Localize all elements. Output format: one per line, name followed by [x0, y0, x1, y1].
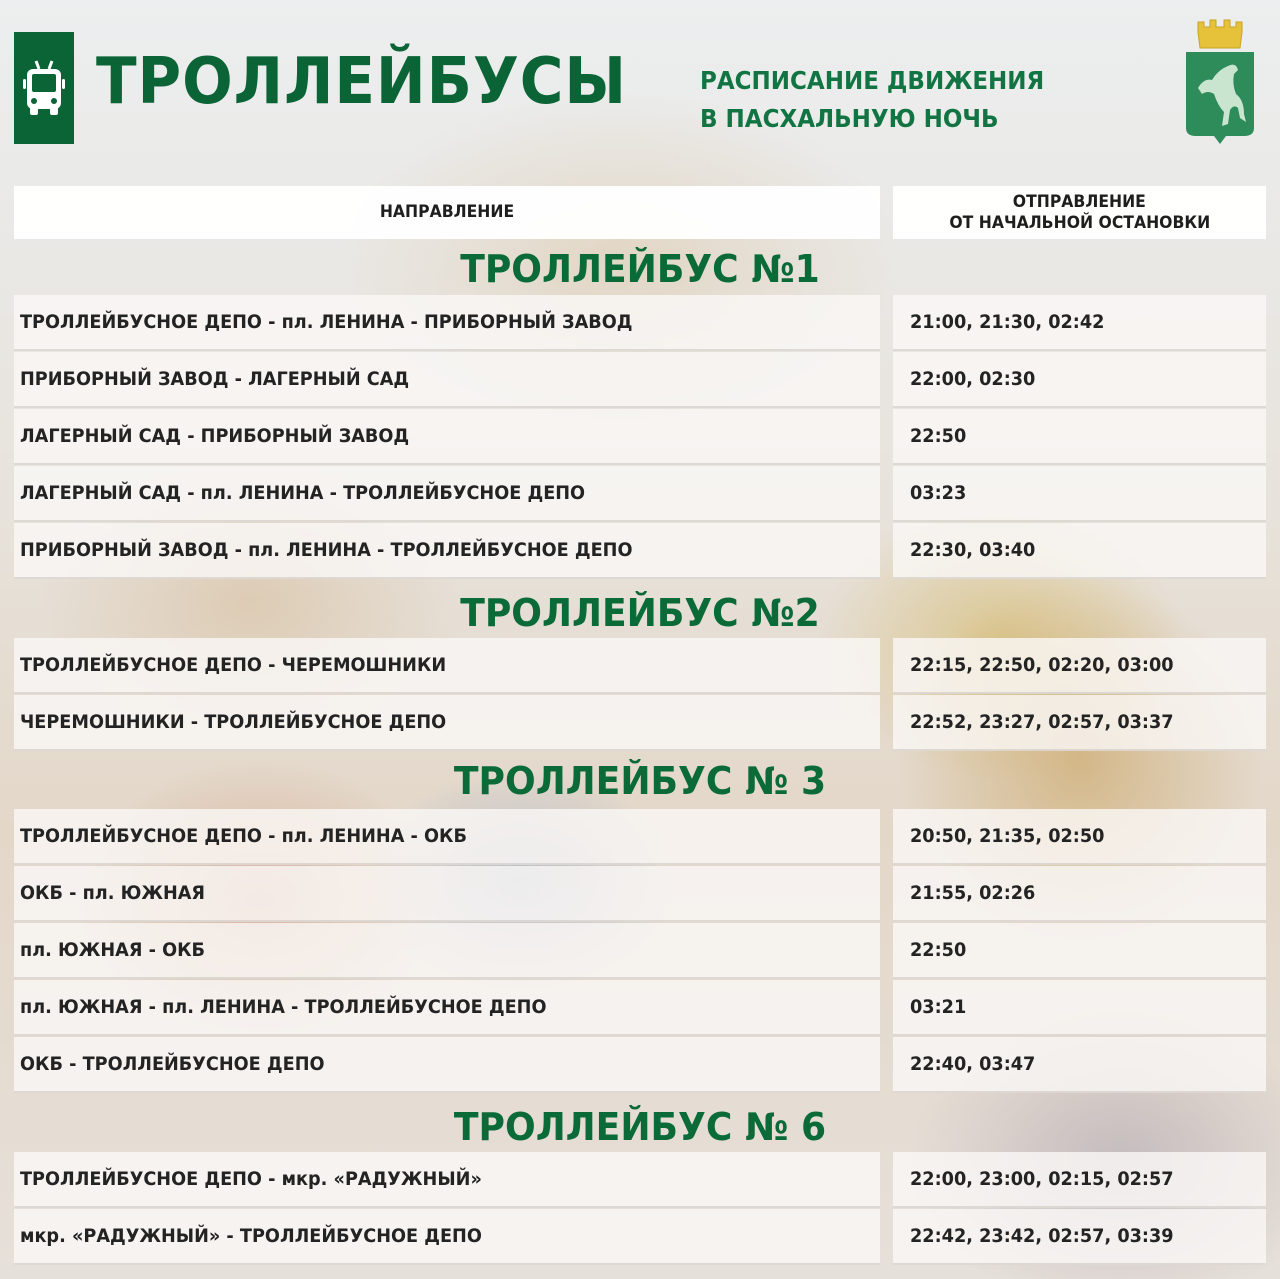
table-row: [0, 809, 1280, 865]
subtitle-line-2: В ПАСХАЛЬНУЮ НОЧЬ: [700, 104, 999, 133]
header: [0, 0, 1280, 170]
route-title-6: ТРОЛЛЕЙБУС № 6: [453, 1105, 827, 1149]
direction-cell: ЛАГЕРНЫЙ САД - ПРИБОРНЫЙ ЗАВОД: [14, 409, 880, 465]
table-row: [0, 1209, 1280, 1265]
times-cell: 22:52, 23:27, 02:57, 03:37: [893, 695, 1266, 751]
table-row: [0, 466, 1280, 522]
table-row: [0, 980, 1280, 1036]
times-cell: 03:23: [893, 466, 1266, 522]
table-row: [0, 638, 1280, 694]
page-title: ТРОЛЛЕЙБУСЫ: [96, 45, 628, 119]
table-row: [0, 409, 1280, 465]
direction-cell: ТРОЛЛЕЙБУСНОЕ ДЕПО - мкр. «РАДУЖНЫЙ»: [14, 1152, 880, 1208]
times-cell: 20:50, 21:35, 02:50: [893, 809, 1266, 865]
trolleybus-badge: [14, 32, 74, 144]
table-row: [0, 695, 1280, 751]
direction-cell: ТРОЛЛЕЙБУСНОЕ ДЕПО - пл. ЛЕНИНА - ОКБ: [14, 809, 880, 865]
page-subtitle: [700, 62, 1044, 138]
table-row: [0, 523, 1280, 579]
direction-cell: ЧЕРЕМОШНИКИ - ТРОЛЛЕЙБУСНОЕ ДЕПО: [14, 695, 880, 751]
times-cell: 22:50: [893, 409, 1266, 465]
direction-cell: ОКБ - пл. ЮЖНАЯ: [14, 866, 880, 922]
table-row: [0, 923, 1280, 979]
direction-cell: ПРИБОРНЫЙ ЗАВОД - пл. ЛЕНИНА - ТРОЛЛЕЙБУСНОЕ ДЕПО: [14, 523, 880, 579]
direction-cell: пл. ЮЖНАЯ - ОКБ: [14, 923, 880, 979]
times-cell: 22:00, 23:00, 02:15, 02:57: [893, 1152, 1266, 1208]
table-row: [0, 295, 1280, 351]
times-cell: 21:00, 21:30, 02:42: [893, 295, 1266, 351]
times-cell: 22:40, 03:47: [893, 1037, 1266, 1093]
route-title-2: ТРОЛЛЕЙБУС №2: [460, 591, 820, 635]
column-header-direction: НАПРАВЛЕНИЕ: [14, 186, 880, 239]
route-title-1: ТРОЛЛЕЙБУС №1: [460, 247, 820, 291]
direction-cell: ПРИБОРНЫЙ ЗАВОД - ЛАГЕРНЫЙ САД: [14, 352, 880, 408]
table-row: [0, 1037, 1280, 1093]
direction-cell: ЛАГЕРНЫЙ САД - пл. ЛЕНИНА - ТРОЛЛЕЙБУСНОЕ ДЕПО: [14, 466, 880, 522]
times-cell: 22:00, 02:30: [893, 352, 1266, 408]
coat-of-arms-icon: [1184, 18, 1256, 148]
times-cell: 21:55, 02:26: [893, 866, 1266, 922]
times-cell: 22:42, 23:42, 02:57, 03:39: [893, 1209, 1266, 1265]
times-cell: 22:50: [893, 923, 1266, 979]
direction-cell: ОКБ - ТРОЛЛЕЙБУСНОЕ ДЕПО: [14, 1037, 880, 1093]
direction-cell: мкр. «РАДУЖНЫЙ» - ТРОЛЛЕЙБУСНОЕ ДЕПО: [14, 1209, 880, 1265]
table-row: [0, 1152, 1280, 1208]
times-cell: 22:30, 03:40: [893, 523, 1266, 579]
trolleybus-icon: [21, 57, 67, 119]
table-row: [0, 352, 1280, 408]
table-row: [0, 866, 1280, 922]
subtitle-line-1: РАСПИСАНИЕ ДВИЖЕНИЯ: [700, 66, 1045, 95]
direction-cell: ТРОЛЛЕЙБУСНОЕ ДЕПО - ЧЕРЕМОШНИКИ: [14, 638, 880, 694]
times-cell: 22:15, 22:50, 02:20, 03:00: [893, 638, 1266, 694]
route-title-3: ТРОЛЛЕЙБУС № 3: [453, 759, 827, 803]
times-cell: 03:21: [893, 980, 1266, 1036]
column-header-departure: ОТПРАВЛЕНИЕ ОТ НАЧАЛЬНОЙ ОСТАНОВКИ: [893, 186, 1266, 239]
direction-cell: ТРОЛЛЕЙБУСНОЕ ДЕПО - пл. ЛЕНИНА - ПРИБОРНЫЙ ЗАВОД: [14, 295, 880, 351]
direction-cell: пл. ЮЖНАЯ - пл. ЛЕНИНА - ТРОЛЛЕЙБУСНОЕ ДЕПО: [14, 980, 880, 1036]
